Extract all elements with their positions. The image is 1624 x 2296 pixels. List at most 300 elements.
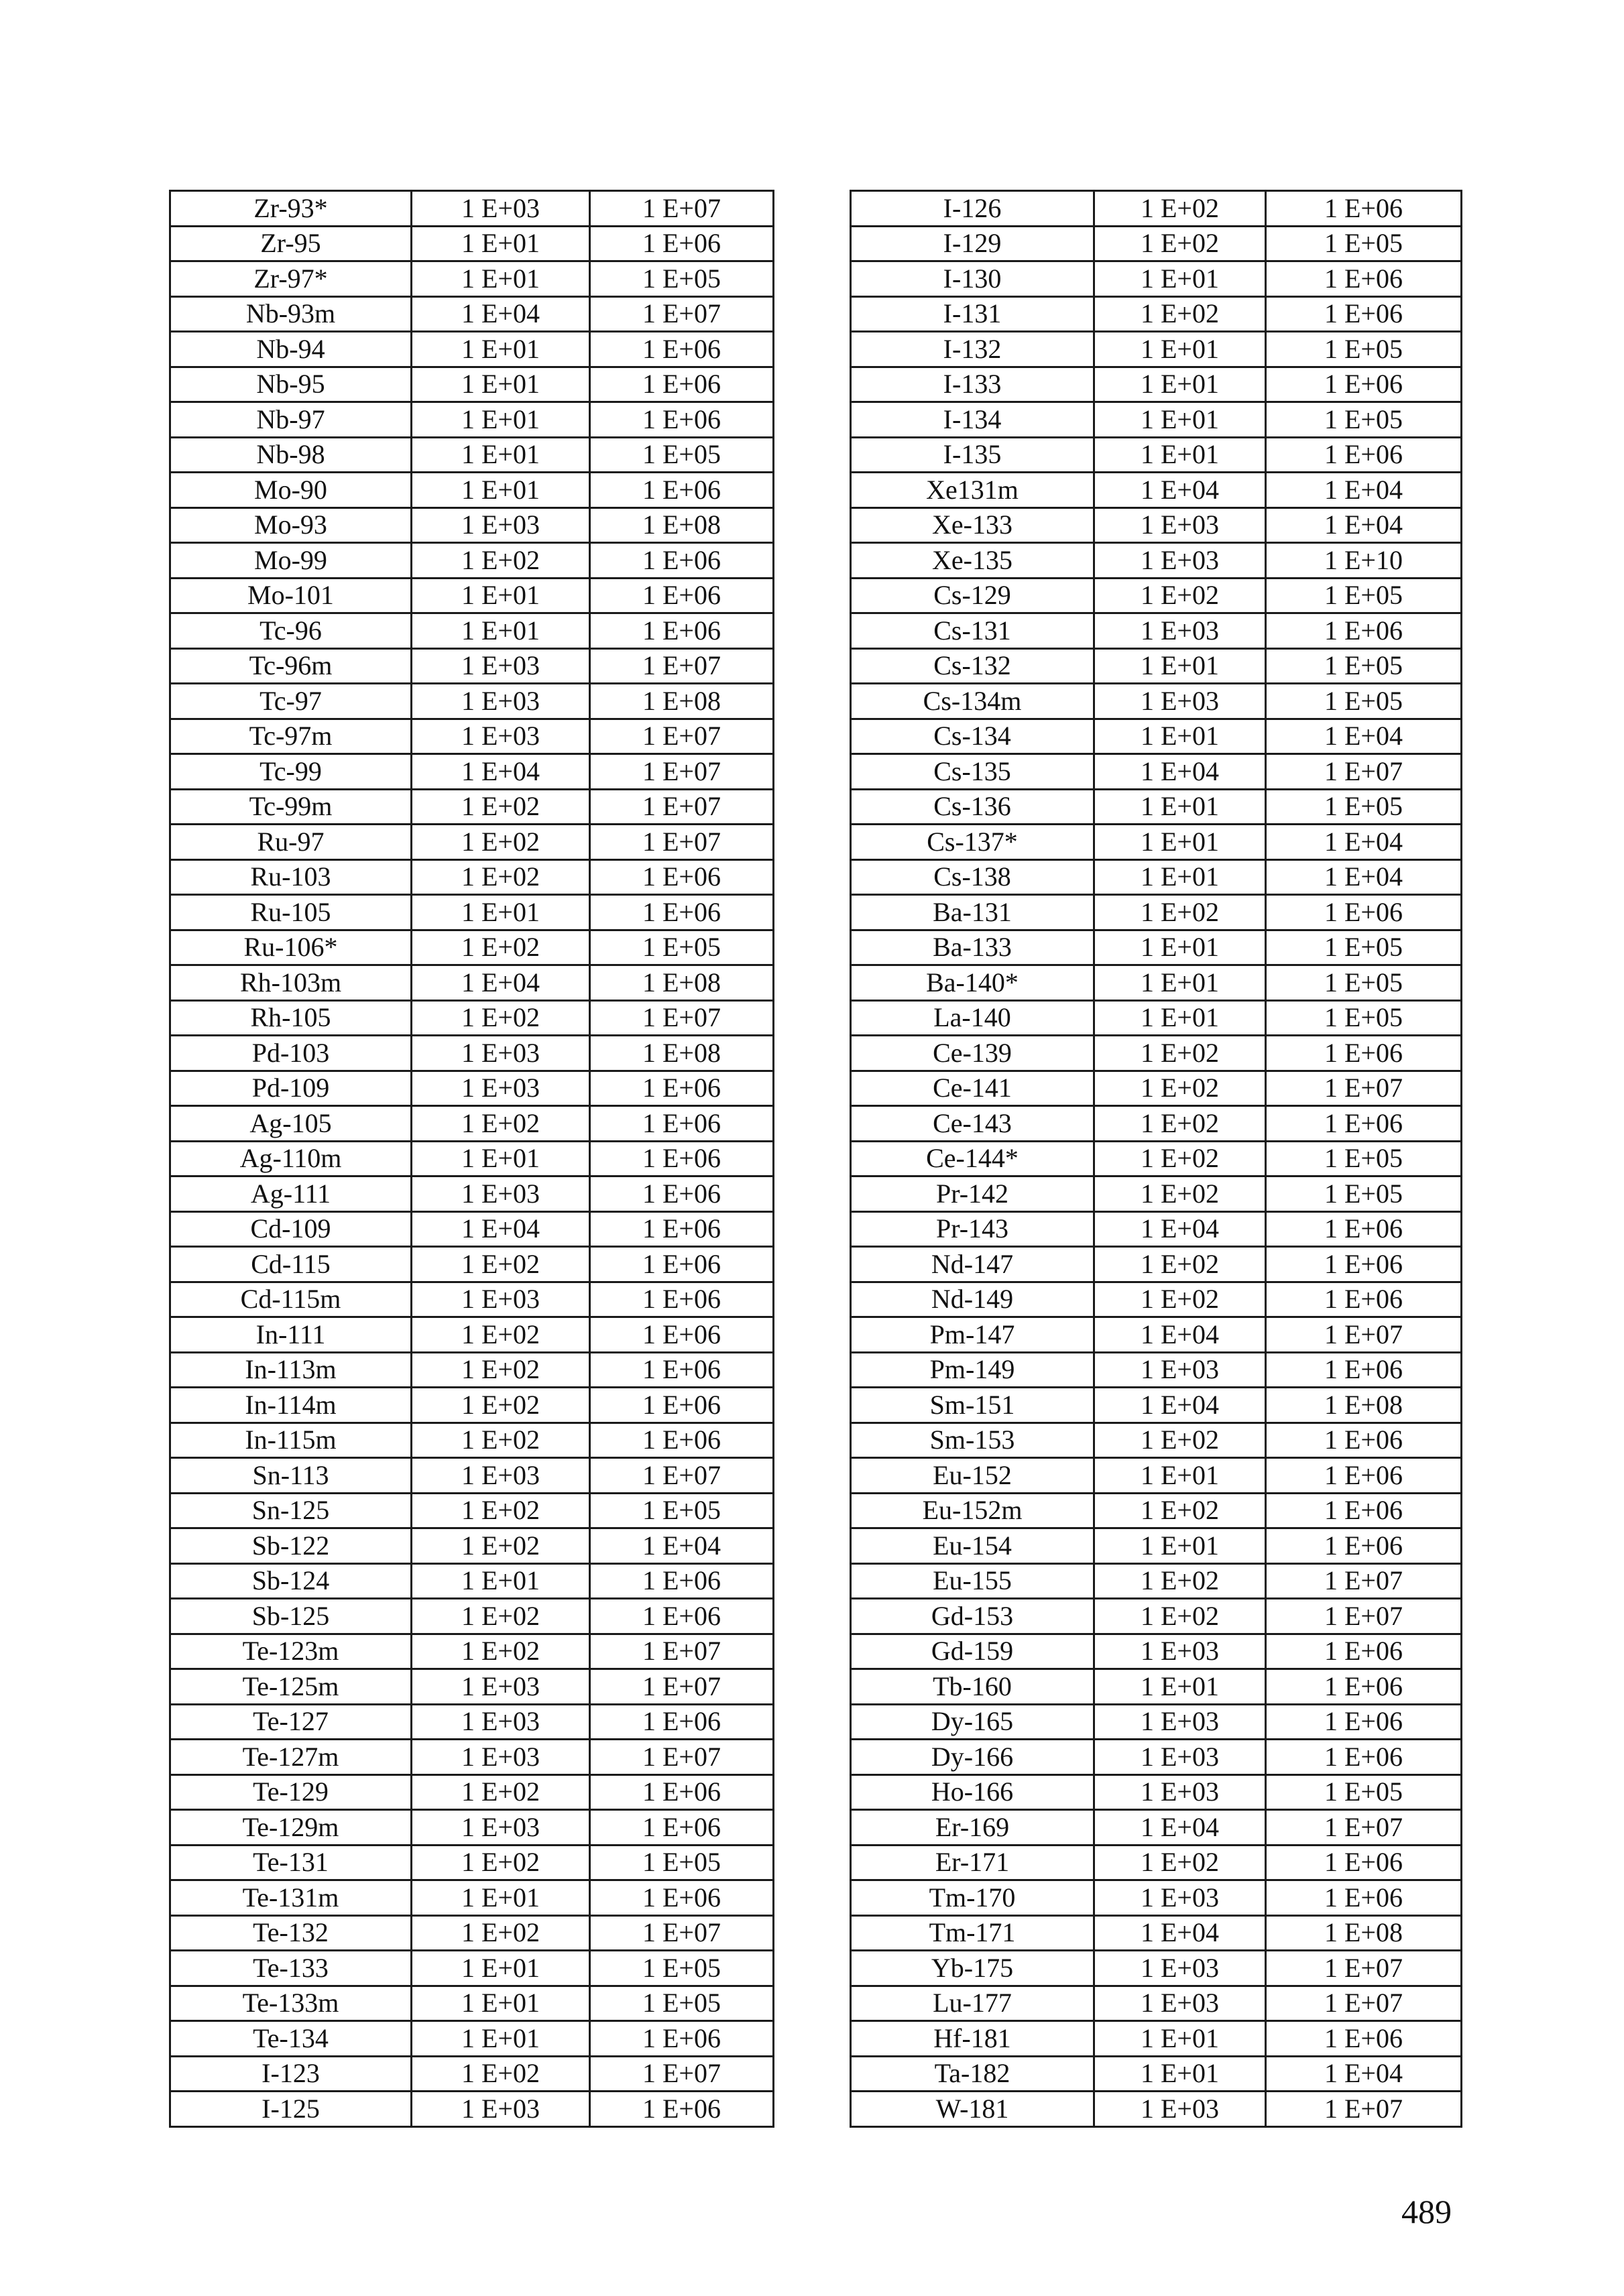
activity-concentration-cell: 1 E+02 bbox=[412, 2056, 590, 2092]
activity-concentration-cell: 1 E+02 bbox=[1094, 1141, 1266, 1176]
activity-concentration-cell: 1 E+04 bbox=[1094, 1388, 1266, 1423]
nuclide-cell: Ce-144* bbox=[851, 1141, 1094, 1176]
table-row bbox=[851, 1880, 1462, 1916]
table-row bbox=[170, 507, 774, 543]
table-row bbox=[851, 1317, 1462, 1353]
table-row bbox=[851, 578, 1462, 613]
nuclide-cell: Te-123m bbox=[170, 1634, 412, 1669]
page-number: 489 bbox=[1401, 2193, 1452, 2230]
nuclide-cell: Tc-99 bbox=[170, 754, 412, 790]
nuclide-cell: Ba-133 bbox=[851, 930, 1094, 965]
nuclide-cell: Pr-143 bbox=[851, 1211, 1094, 1247]
nuclide-cell: Te-129m bbox=[170, 1810, 412, 1846]
activity-concentration-cell: 1 E+03 bbox=[1094, 2092, 1266, 2127]
activity-cell: 1 E+04 bbox=[1266, 825, 1462, 860]
table-row bbox=[851, 895, 1462, 930]
table-row bbox=[170, 1915, 774, 1951]
table-row bbox=[170, 1141, 774, 1176]
table-row bbox=[170, 684, 774, 719]
activity-cell: 1 E+07 bbox=[1266, 1599, 1462, 1634]
table-row bbox=[851, 1071, 1462, 1106]
nuclide-cell: In-111 bbox=[170, 1317, 412, 1353]
nuclide-cell: La-140 bbox=[851, 1000, 1094, 1036]
activity-concentration-cell: 1 E+03 bbox=[1094, 1634, 1266, 1669]
nuclide-cell: Pd-103 bbox=[170, 1036, 412, 1071]
nuclide-cell: Te-129 bbox=[170, 1774, 412, 1810]
activity-concentration-cell: 1 E+03 bbox=[1094, 1880, 1266, 1916]
table-row bbox=[851, 684, 1462, 719]
table-row bbox=[170, 1951, 774, 1986]
nuclide-cell: Gd-153 bbox=[851, 1599, 1094, 1634]
activity-concentration-cell: 1 E+01 bbox=[412, 1563, 590, 1599]
activity-concentration-cell: 1 E+02 bbox=[1094, 1423, 1266, 1458]
activity-cell: 1 E+05 bbox=[1266, 930, 1462, 965]
nuclide-cell: Nb-95 bbox=[170, 367, 412, 402]
activity-concentration-cell: 1 E+02 bbox=[412, 1915, 590, 1951]
table-row bbox=[170, 1986, 774, 2021]
activity-cell: 1 E+04 bbox=[1266, 2056, 1462, 2092]
table-row bbox=[851, 1352, 1462, 1388]
nuclide-cell: Er-171 bbox=[851, 1845, 1094, 1880]
nuclide-cell: Ag-111 bbox=[170, 1176, 412, 1212]
activity-concentration-cell: 1 E+03 bbox=[1094, 613, 1266, 649]
activity-concentration-cell: 1 E+02 bbox=[1094, 1247, 1266, 1282]
activity-concentration-cell: 1 E+01 bbox=[1094, 965, 1266, 1001]
activity-concentration-cell: 1 E+01 bbox=[412, 332, 590, 367]
nuclide-cell: Xe-135 bbox=[851, 543, 1094, 579]
activity-cell: 1 E+07 bbox=[1266, 754, 1462, 790]
activity-concentration-cell: 1 E+01 bbox=[412, 1951, 590, 1986]
nuclide-cell: Tc-96 bbox=[170, 613, 412, 649]
activity-cell: 1 E+05 bbox=[1266, 1000, 1462, 1036]
nuclide-cell: Lu-177 bbox=[851, 1986, 1094, 2021]
nuclide-cell: I-133 bbox=[851, 367, 1094, 402]
activity-concentration-cell: 1 E+03 bbox=[412, 648, 590, 684]
table-row bbox=[170, 473, 774, 508]
activity-concentration-cell: 1 E+03 bbox=[1094, 507, 1266, 543]
activity-cell: 1 E+06 bbox=[590, 1423, 774, 1458]
activity-cell: 1 E+07 bbox=[590, 1458, 774, 1494]
nuclide-cell: I-126 bbox=[851, 191, 1094, 227]
activity-cell: 1 E+06 bbox=[1266, 895, 1462, 930]
nuclide-cell: Zr-93* bbox=[170, 191, 412, 227]
activity-concentration-cell: 1 E+01 bbox=[1094, 1528, 1266, 1564]
nuclide-cell: Te-125m bbox=[170, 1669, 412, 1705]
activity-concentration-cell: 1 E+01 bbox=[1094, 648, 1266, 684]
nuclide-cell: Nd-149 bbox=[851, 1282, 1094, 1317]
table-row bbox=[170, 859, 774, 895]
table-row bbox=[851, 226, 1462, 261]
activity-concentration-cell: 1 E+03 bbox=[412, 1704, 590, 1740]
nuclide-cell: I-132 bbox=[851, 332, 1094, 367]
table-row bbox=[851, 2056, 1462, 2092]
activity-cell: 1 E+07 bbox=[590, 1634, 774, 1669]
activity-concentration-cell: 1 E+04 bbox=[1094, 1317, 1266, 1353]
activity-concentration-cell: 1 E+04 bbox=[412, 1211, 590, 1247]
activity-concentration-cell: 1 E+02 bbox=[1094, 1845, 1266, 1880]
activity-cell: 1 E+06 bbox=[590, 859, 774, 895]
table-row bbox=[851, 825, 1462, 860]
table-row bbox=[170, 1317, 774, 1353]
activity-concentration-cell: 1 E+03 bbox=[1094, 1774, 1266, 1810]
nuclide-cell: Er-169 bbox=[851, 1810, 1094, 1846]
table-row bbox=[170, 1493, 774, 1528]
activity-cell: 1 E+05 bbox=[1266, 332, 1462, 367]
activity-cell: 1 E+06 bbox=[590, 1810, 774, 1846]
activity-cell: 1 E+06 bbox=[590, 1141, 774, 1176]
activity-cell: 1 E+06 bbox=[1266, 1634, 1462, 1669]
table-row bbox=[851, 473, 1462, 508]
activity-cell: 1 E+06 bbox=[590, 1563, 774, 1599]
nuclide-cell: Zr-95 bbox=[170, 226, 412, 261]
left-table-body bbox=[170, 191, 774, 2127]
nuclide-cell: Te-133m bbox=[170, 1986, 412, 2021]
activity-concentration-cell: 1 E+04 bbox=[1094, 1915, 1266, 1951]
activity-concentration-cell: 1 E+02 bbox=[412, 1599, 590, 1634]
nuclide-cell: I-135 bbox=[851, 437, 1094, 473]
table-row bbox=[170, 1845, 774, 1880]
activity-cell: 1 E+06 bbox=[590, 1774, 774, 1810]
table-row bbox=[170, 2056, 774, 2092]
activity-concentration-cell: 1 E+02 bbox=[412, 1000, 590, 1036]
activity-cell: 1 E+05 bbox=[590, 1493, 774, 1528]
table-row bbox=[851, 1740, 1462, 1775]
nuclide-cell: I-130 bbox=[851, 261, 1094, 297]
activity-cell: 1 E+07 bbox=[590, 825, 774, 860]
nuclide-cell: Mo-90 bbox=[170, 473, 412, 508]
table-row bbox=[851, 332, 1462, 367]
activity-cell: 1 E+05 bbox=[590, 930, 774, 965]
table-row bbox=[851, 191, 1462, 227]
activity-cell: 1 E+06 bbox=[1266, 1740, 1462, 1775]
activity-cell: 1 E+08 bbox=[590, 684, 774, 719]
table-row bbox=[170, 1669, 774, 1705]
table-row bbox=[170, 1423, 774, 1458]
activity-concentration-cell: 1 E+02 bbox=[1094, 1071, 1266, 1106]
nuclide-cell: Te-134 bbox=[170, 2021, 412, 2057]
activity-cell: 1 E+05 bbox=[590, 1986, 774, 2021]
activity-cell: 1 E+05 bbox=[1266, 1176, 1462, 1212]
table-row bbox=[170, 1000, 774, 1036]
nuclide-cell: Eu-152m bbox=[851, 1493, 1094, 1528]
table-row bbox=[170, 789, 774, 825]
activity-cell: 1 E+06 bbox=[590, 402, 774, 438]
activity-cell: 1 E+07 bbox=[590, 1000, 774, 1036]
activity-cell: 1 E+06 bbox=[1266, 1493, 1462, 1528]
table-row bbox=[170, 1774, 774, 1810]
table-row bbox=[170, 437, 774, 473]
activity-concentration-cell: 1 E+02 bbox=[1094, 191, 1266, 227]
activity-concentration-cell: 1 E+02 bbox=[1094, 1563, 1266, 1599]
table-row bbox=[851, 1106, 1462, 1142]
table-row bbox=[170, 613, 774, 649]
nuclide-cell: Ag-110m bbox=[170, 1141, 412, 1176]
activity-cell: 1 E+06 bbox=[1266, 1669, 1462, 1705]
table-row bbox=[851, 1704, 1462, 1740]
activity-cell: 1 E+05 bbox=[1266, 648, 1462, 684]
activity-cell: 1 E+07 bbox=[1266, 1986, 1462, 2021]
activity-cell: 1 E+06 bbox=[590, 578, 774, 613]
activity-cell: 1 E+10 bbox=[1266, 543, 1462, 579]
activity-concentration-cell: 1 E+02 bbox=[412, 1106, 590, 1142]
activity-concentration-cell: 1 E+01 bbox=[412, 367, 590, 402]
table-row bbox=[851, 1563, 1462, 1599]
nuclide-cell: Nb-94 bbox=[170, 332, 412, 367]
activity-concentration-cell: 1 E+02 bbox=[1094, 1176, 1266, 1212]
nuclide-cell: Ru-103 bbox=[170, 859, 412, 895]
activity-cell: 1 E+04 bbox=[1266, 507, 1462, 543]
activity-concentration-cell: 1 E+01 bbox=[1094, 1458, 1266, 1494]
nuclide-table-left bbox=[169, 190, 774, 2128]
table-row bbox=[851, 613, 1462, 649]
activity-concentration-cell: 1 E+03 bbox=[412, 1669, 590, 1705]
nuclide-cell: Dy-166 bbox=[851, 1740, 1094, 1775]
table-row bbox=[170, 1247, 774, 1282]
activity-cell: 1 E+06 bbox=[1266, 1352, 1462, 1388]
activity-cell: 1 E+08 bbox=[590, 965, 774, 1001]
table-row bbox=[851, 648, 1462, 684]
activity-concentration-cell: 1 E+02 bbox=[1094, 1106, 1266, 1142]
table-row bbox=[851, 2092, 1462, 2127]
nuclide-cell: In-113m bbox=[170, 1352, 412, 1388]
table-row bbox=[170, 1528, 774, 1564]
nuclide-cell: Te-127 bbox=[170, 1704, 412, 1740]
activity-cell: 1 E+06 bbox=[590, 1704, 774, 1740]
table-row bbox=[851, 1000, 1462, 1036]
activity-concentration-cell: 1 E+02 bbox=[412, 543, 590, 579]
table-row bbox=[851, 965, 1462, 1001]
nuclide-cell: Mo-93 bbox=[170, 507, 412, 543]
activity-concentration-cell: 1 E+02 bbox=[412, 859, 590, 895]
nuclide-cell: Tm-171 bbox=[851, 1915, 1094, 1951]
nuclide-cell: Nb-97 bbox=[170, 402, 412, 438]
nuclide-cell: W-181 bbox=[851, 2092, 1094, 2127]
activity-cell: 1 E+06 bbox=[590, 332, 774, 367]
table-row bbox=[170, 226, 774, 261]
activity-concentration-cell: 1 E+02 bbox=[412, 789, 590, 825]
activity-cell: 1 E+06 bbox=[590, 895, 774, 930]
nuclide-cell: Yb-175 bbox=[851, 1951, 1094, 1986]
activity-concentration-cell: 1 E+01 bbox=[1094, 930, 1266, 965]
table-row bbox=[851, 1458, 1462, 1494]
activity-cell: 1 E+04 bbox=[1266, 473, 1462, 508]
activity-cell: 1 E+04 bbox=[1266, 719, 1462, 754]
activity-cell: 1 E+06 bbox=[1266, 1282, 1462, 1317]
table-row bbox=[851, 754, 1462, 790]
nuclide-cell: Cd-109 bbox=[170, 1211, 412, 1247]
activity-cell: 1 E+07 bbox=[590, 1740, 774, 1775]
activity-concentration-cell: 1 E+01 bbox=[412, 1141, 590, 1176]
table-row bbox=[170, 191, 774, 227]
table-row bbox=[170, 1036, 774, 1071]
table-row bbox=[170, 1704, 774, 1740]
activity-cell: 1 E+06 bbox=[1266, 2021, 1462, 2057]
table-row bbox=[170, 1634, 774, 1669]
table-row bbox=[851, 296, 1462, 332]
nuclide-cell: I-129 bbox=[851, 226, 1094, 261]
nuclide-cell: Tm-170 bbox=[851, 1880, 1094, 1916]
activity-concentration-cell: 1 E+03 bbox=[1094, 1704, 1266, 1740]
table-row bbox=[170, 1211, 774, 1247]
table-row bbox=[170, 367, 774, 402]
activity-cell: 1 E+08 bbox=[1266, 1915, 1462, 1951]
table-row bbox=[170, 1599, 774, 1634]
activity-cell: 1 E+05 bbox=[1266, 965, 1462, 1001]
activity-concentration-cell: 1 E+02 bbox=[412, 1388, 590, 1423]
right-table-body bbox=[851, 191, 1462, 2127]
nuclide-cell: Ho-166 bbox=[851, 1774, 1094, 1810]
table-row bbox=[170, 2021, 774, 2057]
nuclide-cell: Ru-105 bbox=[170, 895, 412, 930]
table-row bbox=[851, 402, 1462, 438]
activity-cell: 1 E+07 bbox=[590, 2056, 774, 2092]
activity-cell: 1 E+05 bbox=[590, 261, 774, 297]
nuclide-cell: Tb-160 bbox=[851, 1669, 1094, 1705]
table-row bbox=[170, 332, 774, 367]
nuclide-cell: Tc-99m bbox=[170, 789, 412, 825]
activity-cell: 1 E+06 bbox=[1266, 1247, 1462, 1282]
activity-concentration-cell: 1 E+03 bbox=[412, 1810, 590, 1846]
activity-concentration-cell: 1 E+02 bbox=[412, 1528, 590, 1564]
nuclide-cell: Pm-149 bbox=[851, 1352, 1094, 1388]
activity-cell: 1 E+05 bbox=[590, 1845, 774, 1880]
table-row bbox=[851, 1528, 1462, 1564]
activity-concentration-cell: 1 E+02 bbox=[412, 1352, 590, 1388]
activity-cell: 1 E+05 bbox=[1266, 1774, 1462, 1810]
activity-concentration-cell: 1 E+03 bbox=[412, 507, 590, 543]
activity-concentration-cell: 1 E+02 bbox=[1094, 1282, 1266, 1317]
table-row bbox=[170, 1880, 774, 1916]
activity-concentration-cell: 1 E+01 bbox=[1094, 261, 1266, 297]
nuclide-cell: Nb-93m bbox=[170, 296, 412, 332]
nuclide-cell: Ce-141 bbox=[851, 1071, 1094, 1106]
activity-cell: 1 E+06 bbox=[1266, 1211, 1462, 1247]
nuclide-cell: Xe131m bbox=[851, 473, 1094, 508]
activity-cell: 1 E+05 bbox=[590, 1951, 774, 1986]
nuclide-cell: Hf-181 bbox=[851, 2021, 1094, 2057]
activity-concentration-cell: 1 E+03 bbox=[412, 1176, 590, 1212]
table-row bbox=[851, 261, 1462, 297]
activity-cell: 1 E+06 bbox=[590, 613, 774, 649]
activity-cell: 1 E+06 bbox=[590, 226, 774, 261]
table-row bbox=[851, 1388, 1462, 1423]
table-row bbox=[170, 1282, 774, 1317]
activity-cell: 1 E+06 bbox=[590, 1388, 774, 1423]
activity-cell: 1 E+04 bbox=[590, 1528, 774, 1564]
activity-cell: 1 E+06 bbox=[590, 1352, 774, 1388]
activity-cell: 1 E+06 bbox=[590, 1071, 774, 1106]
table-row bbox=[170, 1388, 774, 1423]
nuclide-cell: Cs-138 bbox=[851, 859, 1094, 895]
activity-concentration-cell: 1 E+01 bbox=[412, 473, 590, 508]
table-row bbox=[851, 1141, 1462, 1176]
activity-concentration-cell: 1 E+04 bbox=[412, 965, 590, 1001]
activity-cell: 1 E+06 bbox=[590, 1176, 774, 1212]
table-row bbox=[851, 789, 1462, 825]
table-row bbox=[851, 1634, 1462, 1669]
activity-concentration-cell: 1 E+03 bbox=[412, 719, 590, 754]
table-row bbox=[170, 578, 774, 613]
activity-concentration-cell: 1 E+01 bbox=[412, 1880, 590, 1916]
nuclide-table-right bbox=[850, 190, 1462, 2128]
table-row bbox=[170, 1563, 774, 1599]
table-row bbox=[170, 1458, 774, 1494]
activity-concentration-cell: 1 E+04 bbox=[1094, 1211, 1266, 1247]
table-row bbox=[170, 930, 774, 965]
activity-cell: 1 E+04 bbox=[1266, 859, 1462, 895]
nuclide-cell: Ce-143 bbox=[851, 1106, 1094, 1142]
table-row bbox=[170, 2092, 774, 2127]
table-row bbox=[170, 648, 774, 684]
table-row bbox=[170, 1810, 774, 1846]
activity-concentration-cell: 1 E+01 bbox=[1094, 437, 1266, 473]
nuclide-cell: Eu-155 bbox=[851, 1563, 1094, 1599]
table-row bbox=[851, 1176, 1462, 1212]
activity-concentration-cell: 1 E+04 bbox=[412, 754, 590, 790]
table-row bbox=[170, 1106, 774, 1142]
table-row bbox=[170, 1176, 774, 1212]
table-row bbox=[851, 1423, 1462, 1458]
activity-cell: 1 E+07 bbox=[590, 191, 774, 227]
nuclide-cell: I-131 bbox=[851, 296, 1094, 332]
activity-concentration-cell: 1 E+01 bbox=[412, 578, 590, 613]
activity-cell: 1 E+05 bbox=[1266, 789, 1462, 825]
activity-cell: 1 E+06 bbox=[1266, 1704, 1462, 1740]
activity-concentration-cell: 1 E+01 bbox=[412, 226, 590, 261]
activity-concentration-cell: 1 E+02 bbox=[412, 1845, 590, 1880]
activity-cell: 1 E+06 bbox=[590, 1880, 774, 1916]
activity-cell: 1 E+07 bbox=[590, 719, 774, 754]
activity-concentration-cell: 1 E+02 bbox=[412, 1634, 590, 1669]
nuclide-cell: In-114m bbox=[170, 1388, 412, 1423]
nuclide-cell: Dy-165 bbox=[851, 1704, 1094, 1740]
activity-cell: 1 E+06 bbox=[590, 543, 774, 579]
activity-concentration-cell: 1 E+01 bbox=[1094, 719, 1266, 754]
table-row bbox=[170, 754, 774, 790]
activity-concentration-cell: 1 E+01 bbox=[412, 1986, 590, 2021]
nuclide-cell: Cs-132 bbox=[851, 648, 1094, 684]
nuclide-cell: Sn-113 bbox=[170, 1458, 412, 1494]
nuclide-cell: Te-127m bbox=[170, 1740, 412, 1775]
nuclide-cell: Zr-97* bbox=[170, 261, 412, 297]
nuclide-cell: Ce-139 bbox=[851, 1036, 1094, 1071]
activity-cell: 1 E+07 bbox=[590, 296, 774, 332]
activity-concentration-cell: 1 E+02 bbox=[1094, 226, 1266, 261]
activity-concentration-cell: 1 E+02 bbox=[412, 1774, 590, 1810]
activity-concentration-cell: 1 E+01 bbox=[1094, 2021, 1266, 2057]
table-row bbox=[851, 437, 1462, 473]
activity-concentration-cell: 1 E+02 bbox=[412, 1493, 590, 1528]
activity-cell: 1 E+06 bbox=[1266, 191, 1462, 227]
nuclide-cell: In-115m bbox=[170, 1423, 412, 1458]
nuclide-cell: Te-132 bbox=[170, 1915, 412, 1951]
nuclide-cell: Cs-134 bbox=[851, 719, 1094, 754]
nuclide-cell: Cd-115m bbox=[170, 1282, 412, 1317]
activity-cell: 1 E+07 bbox=[1266, 1563, 1462, 1599]
nuclide-cell: Nd-147 bbox=[851, 1247, 1094, 1282]
table-row bbox=[170, 825, 774, 860]
activity-concentration-cell: 1 E+03 bbox=[412, 1458, 590, 1494]
nuclide-cell: Sb-124 bbox=[170, 1563, 412, 1599]
table-row bbox=[851, 1599, 1462, 1634]
table-row bbox=[170, 965, 774, 1001]
nuclide-cell: Sb-125 bbox=[170, 1599, 412, 1634]
table-row bbox=[851, 543, 1462, 579]
activity-concentration-cell: 1 E+01 bbox=[412, 437, 590, 473]
activity-concentration-cell: 1 E+03 bbox=[1094, 1740, 1266, 1775]
activity-cell: 1 E+06 bbox=[590, 1247, 774, 1282]
table-row bbox=[170, 719, 774, 754]
